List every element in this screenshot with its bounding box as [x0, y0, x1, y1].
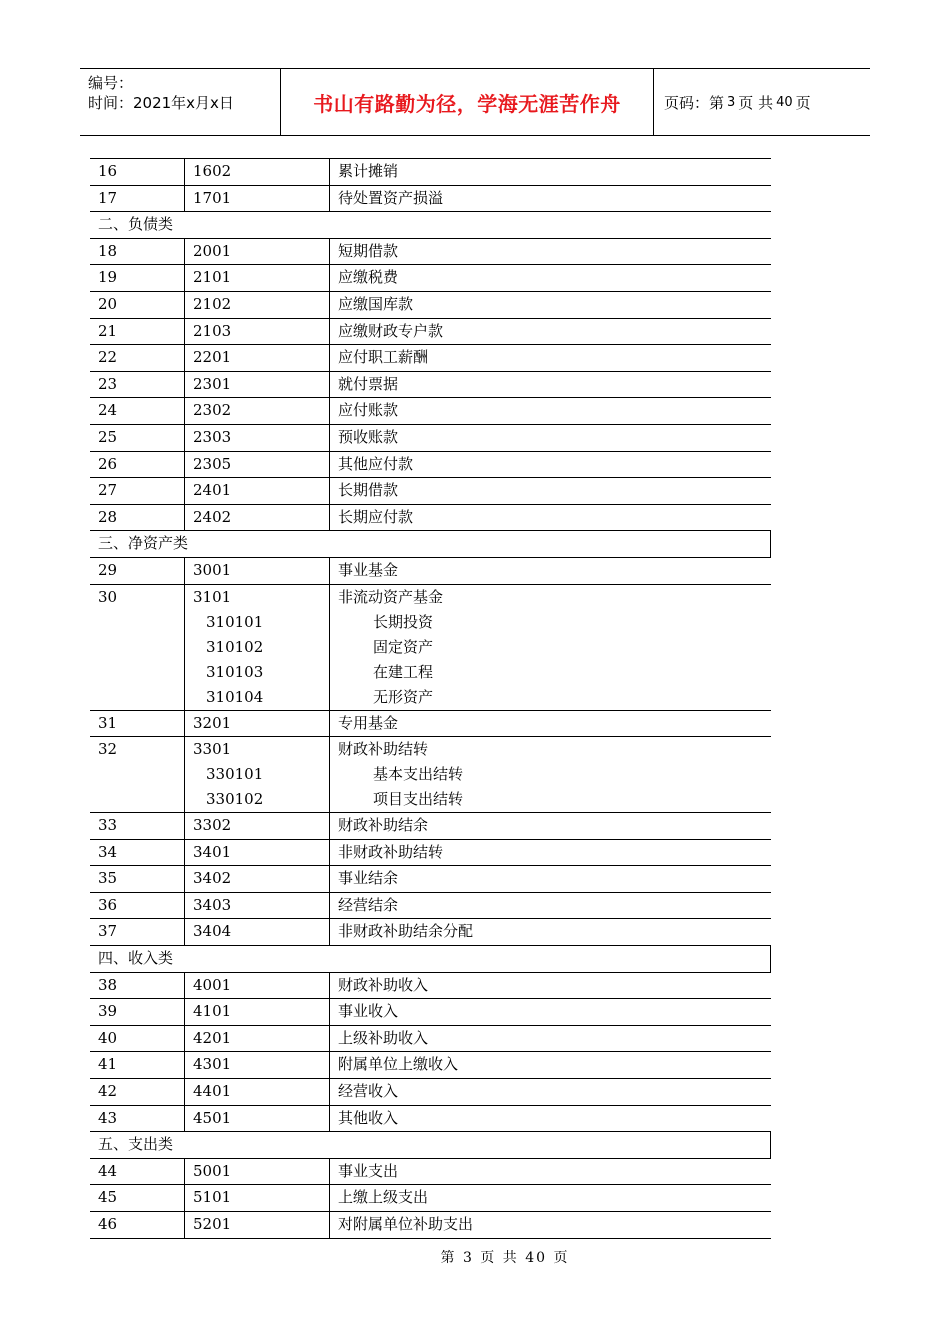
- account-code: 4501: [193, 1108, 232, 1127]
- account-name-cell: [330, 424, 771, 451]
- category-label: 三、净资产类: [90, 531, 771, 558]
- account-code: 3101: [193, 587, 232, 606]
- sub-account-name: 无形资产: [373, 687, 434, 706]
- account-name: 其他应付款: [338, 454, 414, 473]
- row-number: 17: [90, 185, 185, 212]
- account-name-cell: [330, 185, 771, 212]
- account-code: 3402: [193, 869, 232, 888]
- account-code-cell: [185, 345, 330, 372]
- account-name-cell: [330, 557, 771, 584]
- account-name-cell: [330, 972, 771, 999]
- account-name: 长期借款: [338, 481, 399, 500]
- account-name-cell: [330, 1158, 771, 1185]
- header-meta: [80, 69, 281, 135]
- sub-account-code: 310103: [206, 662, 264, 681]
- account-name: 非流动资产基金: [338, 587, 444, 606]
- account-name: 事业收入: [338, 1002, 399, 1021]
- sub-account-code: 310104: [206, 687, 264, 706]
- row-number: 20: [90, 291, 185, 318]
- account-code: 4201: [193, 1028, 232, 1047]
- account-code: 5101: [193, 1188, 232, 1207]
- account-name: 事业支出: [338, 1161, 399, 1180]
- account-code: 3302: [193, 816, 232, 835]
- row-number: 29: [90, 557, 185, 584]
- page-header: [80, 68, 870, 136]
- account-name-cell: [330, 892, 771, 919]
- table-row: [90, 371, 771, 398]
- account-name: 累计摊销: [338, 162, 399, 180]
- account-name-cell: [330, 398, 771, 425]
- table-row: [90, 504, 771, 531]
- table-row: [90, 557, 771, 584]
- account-code-cell: [185, 159, 330, 186]
- account-code: 1602: [193, 162, 232, 180]
- table-row: [90, 710, 771, 737]
- table-row: [90, 185, 771, 212]
- account-code: 2301: [193, 374, 232, 393]
- account-code: 3404: [193, 922, 232, 941]
- account-name-cell: [330, 504, 771, 531]
- account-code-cell: [185, 557, 330, 584]
- account-code-cell: [185, 1185, 330, 1212]
- row-number: 28: [90, 504, 185, 531]
- accounts-table-body: [90, 159, 771, 1239]
- table-row: [90, 478, 771, 505]
- account-name: 对附属单位补助支出: [338, 1215, 474, 1233]
- account-code: 2401: [193, 481, 232, 500]
- account-name: 待处置资产损溢: [338, 188, 444, 207]
- table-row: [90, 1025, 771, 1052]
- account-code: 5001: [193, 1161, 232, 1180]
- row-number: 34: [90, 839, 185, 866]
- row-number: 38: [90, 972, 185, 999]
- row-number: 30: [90, 584, 185, 710]
- row-number: 26: [90, 451, 185, 478]
- row-number: 41: [90, 1052, 185, 1079]
- account-code-cell: [185, 398, 330, 425]
- account-code-cell: [185, 839, 330, 866]
- category-row: [90, 212, 771, 239]
- account-code-cell: [185, 424, 330, 451]
- account-name: 应付职工薪酬: [338, 348, 429, 367]
- account-code: 3301: [193, 740, 232, 759]
- category-label: 二、负债类: [90, 212, 771, 239]
- table-row: [90, 398, 771, 425]
- account-name: 就付票据: [338, 374, 399, 393]
- category-label: 五、支出类: [90, 1132, 771, 1159]
- account-name-cell: [330, 451, 771, 478]
- header-serial: 编号：: [88, 74, 134, 92]
- category-row: [90, 1132, 771, 1159]
- account-code: 2402: [193, 507, 232, 526]
- sub-account-name: 固定资产: [373, 637, 434, 656]
- account-name: 财政补助结余: [338, 816, 429, 835]
- row-number: 43: [90, 1105, 185, 1132]
- account-name-cell: [330, 710, 771, 737]
- table-row: [90, 584, 771, 710]
- account-code-cell: [185, 1105, 330, 1132]
- account-name: 上缴上级支出: [338, 1188, 429, 1207]
- account-name: 财政补助收入: [338, 975, 429, 994]
- account-code-cell: [185, 371, 330, 398]
- account-code-cell: [185, 710, 330, 737]
- row-number: 37: [90, 919, 185, 946]
- row-number: 23: [90, 371, 185, 398]
- account-code: 2001: [193, 241, 232, 260]
- account-code: 2102: [193, 294, 232, 313]
- sub-account-name: 长期投资: [373, 612, 434, 631]
- table-row: [90, 892, 771, 919]
- account-name: 非财政补助结余分配: [338, 922, 474, 941]
- table-row: [90, 972, 771, 999]
- account-name-cell: [330, 1052, 771, 1079]
- account-name-cell: [330, 265, 771, 292]
- account-code-cell: [185, 1052, 330, 1079]
- account-code-cell: [185, 478, 330, 505]
- account-code-cell: [185, 238, 330, 265]
- page-number: 3: [727, 94, 736, 110]
- account-code-cell: [185, 892, 330, 919]
- table-row: [90, 1079, 771, 1106]
- account-name: 上级补助收入: [338, 1028, 429, 1047]
- account-code: 2303: [193, 427, 232, 446]
- table-row: [90, 1158, 771, 1185]
- account-code-cell: [185, 291, 330, 318]
- account-code: 4101: [193, 1002, 232, 1021]
- row-number: 16: [90, 159, 185, 186]
- account-code: 5201: [193, 1215, 232, 1233]
- table-row: [90, 1185, 771, 1212]
- account-name: 专用基金: [338, 713, 399, 732]
- sub-account-name: 项目支出结转: [373, 790, 464, 809]
- account-code-cell: [185, 737, 330, 813]
- account-name: 应缴财政专户款: [338, 321, 444, 340]
- account-name-cell: [330, 345, 771, 372]
- account-name: 事业基金: [338, 560, 399, 579]
- row-number: 44: [90, 1158, 185, 1185]
- account-code-cell: [185, 1079, 330, 1106]
- account-code-cell: [185, 504, 330, 531]
- account-name-cell: [330, 1185, 771, 1212]
- category-label: 四、收入类: [90, 946, 771, 973]
- table-row: [90, 265, 771, 292]
- row-number: 32: [90, 737, 185, 813]
- row-number: 25: [90, 424, 185, 451]
- page-suffix: 页: [795, 93, 811, 112]
- page-total: 40: [776, 94, 793, 110]
- account-name: 短期借款: [338, 241, 399, 260]
- account-name-cell: [330, 1212, 771, 1239]
- header-page-info: [654, 69, 870, 135]
- account-name-cell: [330, 238, 771, 265]
- account-code: 2305: [193, 454, 232, 473]
- table-row: [90, 159, 771, 186]
- account-name: 预收账款: [338, 427, 399, 446]
- account-name-cell: [330, 813, 771, 840]
- table-row: [90, 1105, 771, 1132]
- account-code-cell: [185, 919, 330, 946]
- sub-account-name: 基本支出结转: [373, 765, 464, 784]
- row-number: 39: [90, 999, 185, 1026]
- account-name: 其他收入: [338, 1108, 399, 1127]
- account-name: 经营结余: [338, 895, 399, 914]
- account-name-cell: [330, 318, 771, 345]
- account-code-cell: [185, 584, 330, 710]
- account-name-cell: [330, 839, 771, 866]
- row-number: 31: [90, 710, 185, 737]
- row-number: 19: [90, 265, 185, 292]
- header-motto: 书山有路勤为径，学海无涯苦作舟: [281, 69, 654, 135]
- account-name-cell: [330, 1105, 771, 1132]
- table-row: [90, 345, 771, 372]
- page-prefix: 页码：第: [664, 93, 725, 112]
- table-row: [90, 1052, 771, 1079]
- account-code-cell: [185, 813, 330, 840]
- account-code: 2101: [193, 268, 232, 287]
- header-date: 时间：2021年x月x日: [88, 94, 234, 112]
- row-number: 35: [90, 866, 185, 893]
- category-row: [90, 946, 771, 973]
- accounts-table: [90, 158, 771, 1239]
- row-number: 21: [90, 318, 185, 345]
- account-code: 3201: [193, 713, 232, 732]
- account-code-cell: [185, 185, 330, 212]
- account-name: 事业结余: [338, 869, 399, 888]
- account-code-cell: [185, 999, 330, 1026]
- row-number: 22: [90, 345, 185, 372]
- account-name: 经营收入: [338, 1082, 399, 1101]
- account-code-cell: [185, 866, 330, 893]
- table-row: [90, 813, 771, 840]
- account-code-cell: [185, 265, 330, 292]
- page-footer: 第 3 页 共 40 页: [440, 1250, 570, 1266]
- sub-account-code: 330102: [206, 790, 264, 809]
- account-code: 3401: [193, 842, 232, 861]
- row-number: 45: [90, 1185, 185, 1212]
- account-name: 非财政补助结转: [338, 842, 444, 861]
- account-code: 2201: [193, 348, 232, 367]
- table-row: [90, 999, 771, 1026]
- row-number: 46: [90, 1212, 185, 1239]
- account-code-cell: [185, 318, 330, 345]
- account-code: 1701: [193, 188, 232, 207]
- row-number: 42: [90, 1079, 185, 1106]
- account-code: 3001: [193, 560, 232, 579]
- row-number: 40: [90, 1025, 185, 1052]
- table-row: [90, 919, 771, 946]
- table-row: [90, 737, 771, 813]
- account-code: 2302: [193, 401, 232, 420]
- row-number: 18: [90, 238, 185, 265]
- page-mid: 页 共: [738, 93, 774, 112]
- row-number: 27: [90, 478, 185, 505]
- account-code: 3403: [193, 895, 232, 914]
- account-code-cell: [185, 972, 330, 999]
- sub-account-code: 330101: [206, 765, 264, 784]
- sub-account-name: 在建工程: [373, 662, 434, 681]
- account-code: 4401: [193, 1082, 232, 1101]
- sub-account-code: 310102: [206, 637, 264, 656]
- table-row: [90, 451, 771, 478]
- account-code: 4001: [193, 975, 232, 994]
- account-name-cell: [330, 159, 771, 186]
- table-row: [90, 424, 771, 451]
- table-row: [90, 866, 771, 893]
- row-number: 33: [90, 813, 185, 840]
- account-code-cell: [185, 1212, 330, 1239]
- account-name: 附属单位上缴收入: [338, 1055, 459, 1074]
- account-name-cell: [330, 584, 771, 710]
- row-number: 36: [90, 892, 185, 919]
- category-row: [90, 531, 771, 558]
- table-row: [90, 839, 771, 866]
- account-code-cell: [185, 1025, 330, 1052]
- account-name: 财政补助结转: [338, 740, 429, 759]
- table-row: [90, 1212, 771, 1239]
- account-name-cell: [330, 999, 771, 1026]
- account-name-cell: [330, 919, 771, 946]
- account-name-cell: [330, 737, 771, 813]
- account-name-cell: [330, 1079, 771, 1106]
- account-name: 应付账款: [338, 401, 399, 420]
- table-row: [90, 291, 771, 318]
- row-number: 24: [90, 398, 185, 425]
- account-code: 2103: [193, 321, 232, 340]
- account-name-cell: [330, 1025, 771, 1052]
- account-name-cell: [330, 291, 771, 318]
- table-row: [90, 318, 771, 345]
- account-name: 长期应付款: [338, 507, 414, 526]
- account-code: 4301: [193, 1055, 232, 1074]
- account-name-cell: [330, 371, 771, 398]
- sub-account-code: 310101: [206, 612, 264, 631]
- account-code-cell: [185, 1158, 330, 1185]
- account-name-cell: [330, 478, 771, 505]
- account-name: 应缴税费: [338, 268, 399, 287]
- account-name-cell: [330, 866, 771, 893]
- table-row: [90, 238, 771, 265]
- account-code-cell: [185, 451, 330, 478]
- account-name: 应缴国库款: [338, 294, 414, 313]
